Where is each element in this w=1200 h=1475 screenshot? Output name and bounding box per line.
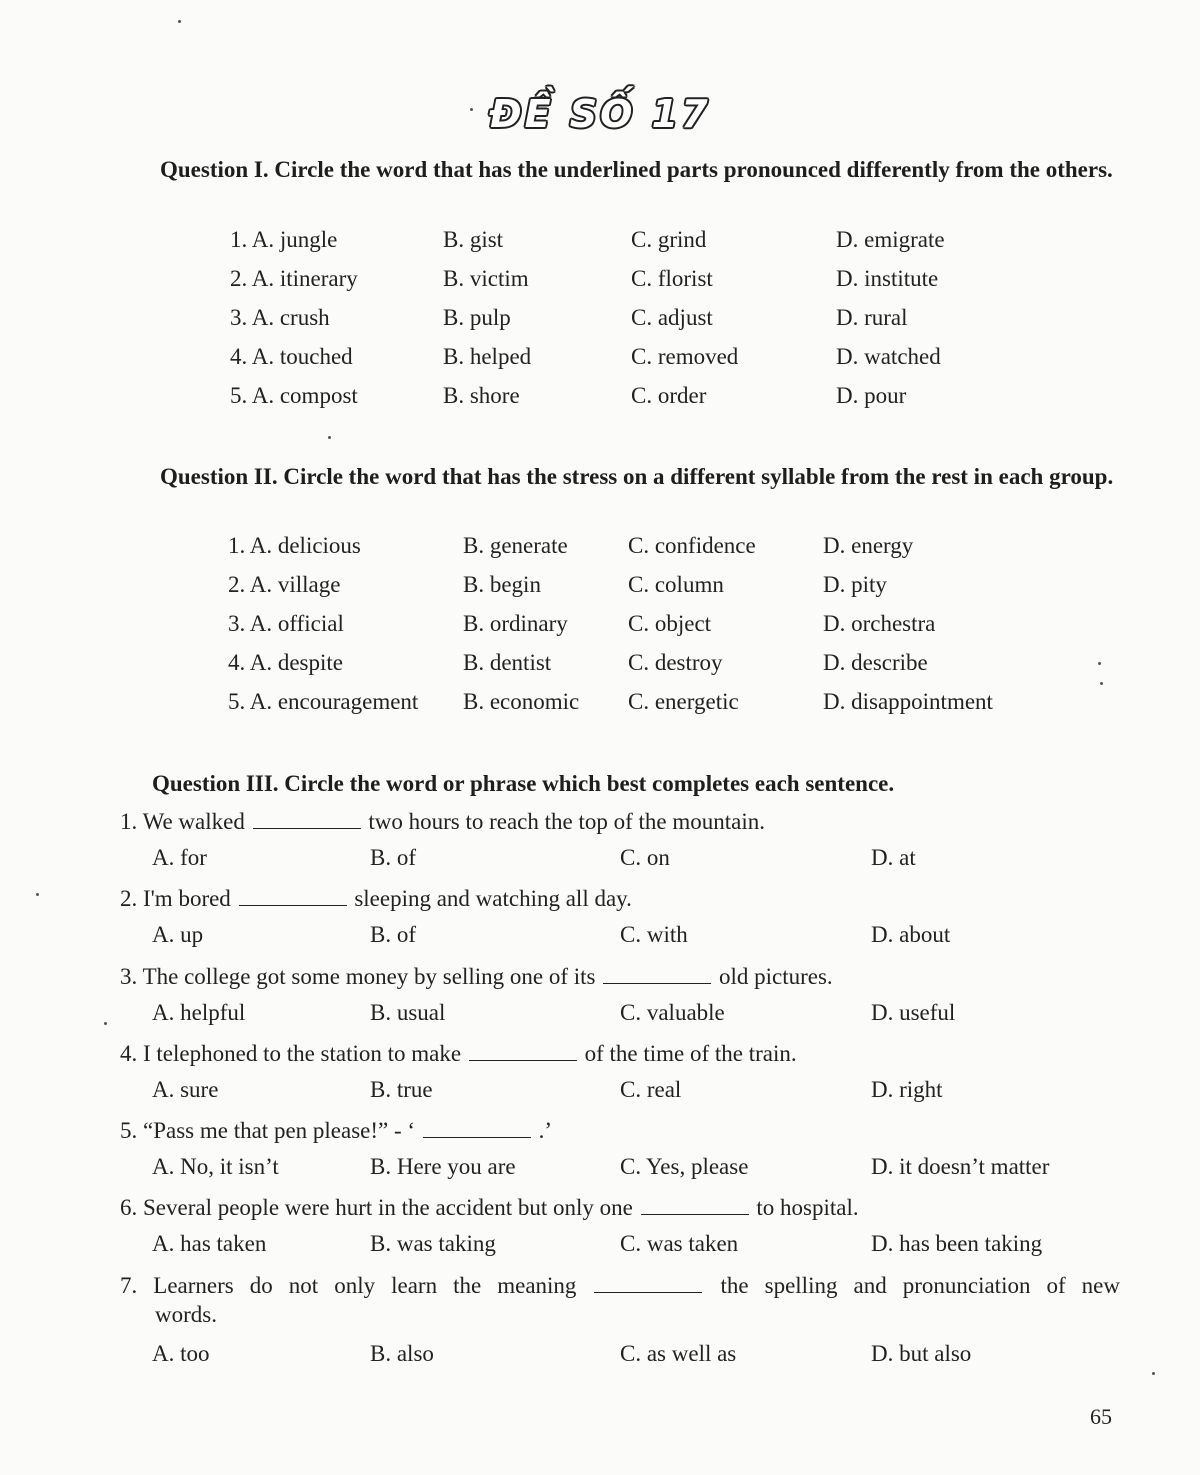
answer-blank[interactable] [603, 965, 711, 984]
scan-speck [178, 20, 181, 23]
option-row [0, 383, 1200, 415]
scan-speck [104, 1022, 107, 1025]
option-row [0, 922, 1200, 954]
question-text: of the time of the train. [584, 1041, 797, 1066]
option-row [0, 266, 1200, 298]
question-text: 1. We walked [120, 809, 245, 834]
question-stem [120, 1270, 1120, 1301]
answer-option[interactable]: B. shore [443, 383, 520, 408]
question-text: 7. Learners do not only learn the meaning [120, 1273, 577, 1298]
answer-option[interactable]: B. also [370, 1341, 434, 1366]
answer-option[interactable]: B. of [370, 922, 416, 947]
answer-option[interactable]: 5. A. compost [230, 383, 358, 408]
answer-option[interactable]: B. victim [443, 266, 529, 291]
page-number: 65 [1090, 1404, 1112, 1429]
answer-option[interactable]: D. pity [823, 572, 887, 597]
answer-blank[interactable] [239, 887, 347, 906]
answer-option[interactable]: C. removed [631, 344, 739, 369]
answer-option[interactable]: B. dentist [463, 650, 552, 675]
answer-option[interactable]: C. valuable [620, 1000, 725, 1025]
answer-blank[interactable] [423, 1119, 531, 1138]
answer-option[interactable]: D. institute [836, 266, 939, 291]
answer-option[interactable]: B. Here you are [370, 1154, 516, 1179]
answer-option[interactable]: 3. A. crush [230, 305, 330, 330]
answer-blank[interactable] [253, 810, 361, 829]
answer-option[interactable]: C. grind [631, 227, 707, 252]
question-text: 3. The college got some money by selling one of its [120, 964, 596, 989]
answer-option[interactable]: A. No, it isn’t [152, 1154, 279, 1179]
answer-option[interactable]: B. pulp [443, 305, 511, 330]
answer-option[interactable]: C. with [620, 922, 688, 947]
answer-option[interactable]: C. adjust [631, 305, 713, 330]
option-row [0, 533, 1200, 565]
answer-option[interactable]: B. true [370, 1077, 433, 1102]
answer-option[interactable]: D. it doesn’t matter [871, 1154, 1050, 1179]
answer-option[interactable]: C. florist [631, 266, 713, 291]
answer-option[interactable]: C. energetic [628, 689, 739, 714]
answer-option[interactable]: B. generate [463, 533, 568, 558]
answer-blank[interactable] [594, 1274, 702, 1293]
scan-speck [36, 893, 39, 896]
option-row [0, 1154, 1200, 1186]
scan-speck [470, 108, 473, 111]
question-stem [120, 806, 1120, 837]
answer-option[interactable]: C. Yes, please [620, 1154, 749, 1179]
answer-option[interactable]: A. has taken [152, 1231, 267, 1256]
question-stem [120, 961, 1120, 992]
answer-option[interactable]: C. confidence [628, 533, 756, 558]
answer-option[interactable]: D. pour [836, 383, 907, 408]
question-stem [120, 1038, 1120, 1069]
answer-option[interactable]: D. has been taking [871, 1231, 1043, 1256]
answer-option[interactable]: D. right [871, 1077, 943, 1102]
question-text: 6. Several people were hurt in the accident but only one [120, 1195, 633, 1220]
question-stem [120, 1192, 1120, 1223]
answer-option[interactable]: C. order [631, 383, 707, 408]
answer-option[interactable]: C. as well as [620, 1341, 737, 1366]
question-text: two hours to reach the top of the mountain. [368, 809, 765, 834]
answer-option[interactable]: D. but also [871, 1341, 972, 1366]
option-row [0, 611, 1200, 643]
answer-option[interactable]: D. emigrate [836, 227, 945, 252]
scan-speck [1098, 662, 1101, 665]
section2-heading: Question II. Circle the word that has the stress on a different syllable from the rest in each group. [160, 464, 1114, 489]
answer-option[interactable]: D. describe [823, 650, 928, 675]
answer-option[interactable]: 4. A. despite [228, 650, 343, 675]
question-text: sleeping and watching all day. [354, 886, 632, 911]
answer-option[interactable]: D. at [871, 845, 916, 870]
option-row [0, 845, 1200, 877]
answer-blank[interactable] [469, 1042, 577, 1061]
answer-option[interactable]: A. up [152, 922, 204, 947]
question-text: 4. I telephoned to the station to make [120, 1041, 462, 1066]
question-text: the spelling and pronunciation of new [720, 1273, 1120, 1298]
answer-option[interactable]: A. helpful [152, 1000, 246, 1025]
option-row [0, 572, 1200, 604]
answer-option[interactable]: B. of [370, 845, 416, 870]
worksheet-title: ĐỀ SỐ 17 [489, 92, 711, 136]
answer-option[interactable]: B. ordinary [463, 611, 568, 636]
answer-option[interactable]: C. destroy [628, 650, 723, 675]
option-row [0, 650, 1200, 682]
answer-option[interactable]: D. about [871, 922, 951, 947]
answer-option[interactable]: 2. A. village [228, 572, 341, 597]
answer-option[interactable]: 1. A. jungle [230, 227, 338, 252]
answer-option[interactable]: 2. A. itinerary [230, 266, 358, 291]
option-row [0, 689, 1200, 721]
question-text: old pictures. [718, 964, 833, 989]
scan-speck [1152, 1372, 1155, 1375]
answer-option[interactable]: 5. A. encouragement [228, 689, 419, 714]
question-text: to hospital. [756, 1195, 859, 1220]
option-row [0, 344, 1200, 376]
answer-option[interactable]: D. orchestra [823, 611, 936, 636]
question-text: 5. “Pass me that pen please!” - ‘ [120, 1118, 416, 1143]
answer-option[interactable]: A. for [152, 845, 207, 870]
answer-option[interactable]: B. usual [370, 1000, 446, 1025]
answer-option[interactable]: D. disappointment [823, 689, 993, 714]
answer-option[interactable]: C. on [620, 845, 670, 870]
answer-option[interactable]: B. begin [463, 572, 541, 597]
answer-option[interactable]: 1. A. delicious [228, 533, 361, 558]
option-row [0, 305, 1200, 337]
answer-option[interactable]: C. column [628, 572, 724, 597]
answer-option[interactable]: C. object [628, 611, 712, 636]
option-row [0, 1000, 1200, 1032]
answer-option[interactable]: B. economic [463, 689, 580, 714]
question-text: .’ [538, 1118, 552, 1143]
option-row [0, 227, 1200, 259]
option-row [0, 1341, 1200, 1373]
question-stem [120, 1115, 1120, 1146]
answer-option[interactable]: B. was taking [370, 1231, 496, 1256]
answer-option[interactable]: D. rural [836, 305, 908, 330]
answer-option[interactable]: A. sure [152, 1077, 219, 1102]
option-row [0, 1077, 1200, 1109]
answer-option[interactable]: A. too [152, 1341, 210, 1366]
answer-option[interactable]: C. was taken [620, 1231, 739, 1256]
answer-option[interactable]: B. gist [443, 227, 504, 252]
option-row [0, 1231, 1200, 1263]
answer-option[interactable]: 3. A. official [228, 611, 344, 636]
scan-speck [1100, 682, 1103, 685]
answer-option[interactable]: B. helped [443, 344, 532, 369]
section3-heading: Question III. Circle the word or phrase which best completes each sentence. [152, 771, 895, 796]
answer-option[interactable]: D. useful [871, 1000, 956, 1025]
scan-speck [328, 436, 331, 439]
section1-heading: Question I. Circle the word that has the underlined parts pronounced differently from the others. [160, 157, 1113, 182]
question-stem [120, 883, 1120, 914]
answer-option[interactable]: D. watched [836, 344, 941, 369]
answer-option[interactable]: 4. A. touched [230, 344, 353, 369]
question-text: 2. I'm bored [120, 886, 231, 911]
answer-option[interactable]: D. energy [823, 533, 914, 558]
question-continuation: words. [155, 1302, 217, 1327]
answer-blank[interactable] [641, 1196, 749, 1215]
answer-option[interactable]: C. real [620, 1077, 682, 1102]
